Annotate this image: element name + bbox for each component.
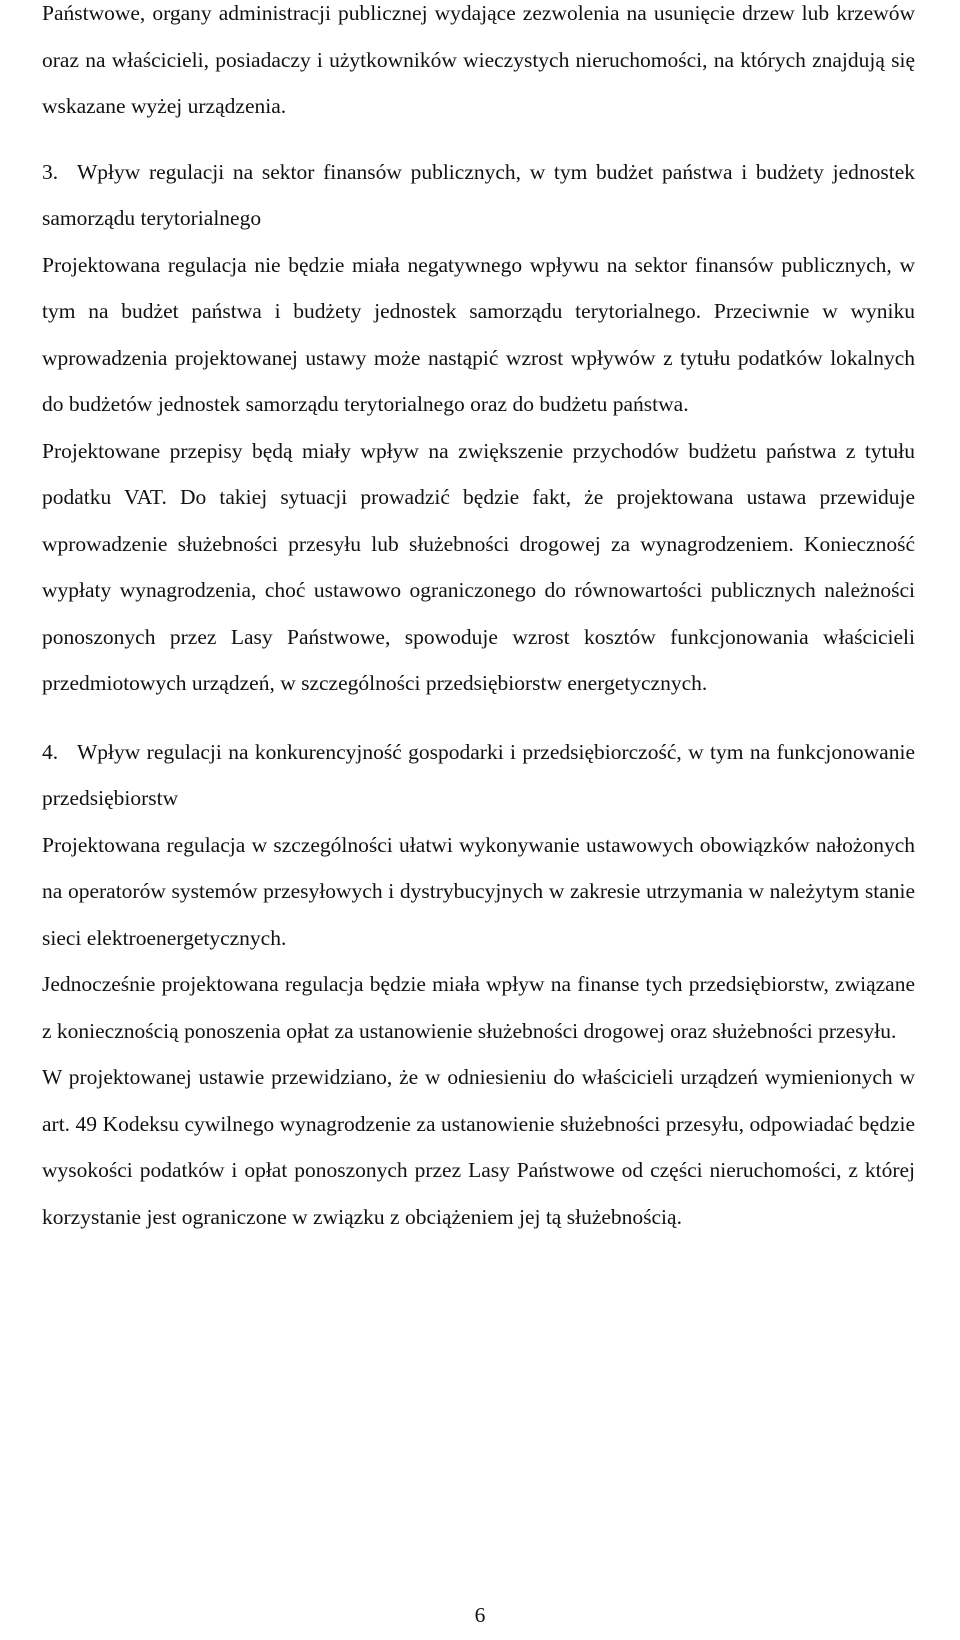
section-4-heading-text: Wpływ regulacji na konkurencyjność gospodarki i przedsiębiorczość, w tym na funkcjonowanie przedsiębiorstw bbox=[42, 739, 915, 810]
section-4-number: 4. bbox=[42, 739, 59, 764]
section-4-paragraph-3: W projektowanej ustawie przewidziano, że w odniesieniu do właścicieli urządzeń wymienionych w art. 49 Kodeksu cywilnego wynagrodzenie za ustanowienie służebności przesyłu, odpowiadać będzie wysokości podatków i opłat ponoszonych przez Lasy Państwowe od części nieruchomości, z której korzystanie jest ograniczone w związku z obciążeniem jej tą służebnością. bbox=[42, 1065, 915, 1229]
page-number: 6 bbox=[474, 1603, 486, 1627]
section-4-paragraph-1: Projektowana regulacja w szczególności ułatwi wykonywanie ustawowych obowiązków nałożonych na operatorów systemów przesyłowych i dystrybucyjnych w zakresie utrzymania w należytym stanie sieci elektroenergetycznych. bbox=[42, 832, 915, 950]
section-3-paragraph-2: Projektowane przepisy będą miały wpływ na zwiększenie przychodów budżetu państwa z tytułu podatku VAT. Do takiej sytuacji prowadzić będzie fakt, że projektowana ustawa przewiduje wprowadzenie służebności przesyłu lub służebności drogowej za wynagrodzeniem. Konieczność wypłaty wynagrodzenia, choć ustawowo ograniczonego do równowartości publicznych należności ponoszonych przez Lasy Państwowe, spowoduje wzrost kosztów funkcjonowania właścicieli przedmiotowych urządzeń, w szczególności przedsiębiorstw energetycznych. bbox=[42, 438, 915, 695]
section-3-heading-text: Wpływ regulacji na sektor finansów publicznych, w tym budżet państwa i budżety jednostek samorządu terytorialnego bbox=[42, 159, 915, 230]
section-3-paragraph-1: Projektowana regulacja nie będzie miała negatywnego wpływu na sektor finansów publicznych, w tym na budżet państwa i budżety jednostek samorządu terytorialnego. Przeciwnie w wyniku wprowadzenia projektowanej ustawy może nastąpić wzrost wpływów z tytułu podatków lokalnych do budżetów jednostek samorządu terytorialnego oraz do budżetu państwa. bbox=[42, 252, 915, 416]
section-3-heading bbox=[42, 149, 915, 242]
section-3-number: 3. bbox=[42, 159, 59, 184]
document-body bbox=[42, 0, 915, 1240]
section-4-heading bbox=[42, 729, 915, 822]
section-4-paragraph-2: Jednocześnie projektowana regulacja będzie miała wpływ na finanse tych przedsiębiorstw, związane z koniecznością ponoszenia opłat za ustanowienie służebności drogowej oraz służebności przesyłu. bbox=[42, 972, 915, 1043]
intro-paragraph: Państwowe, organy administracji publicznej wydające zezwolenia na usunięcie drzew lub krzewów oraz na właścicieli, posiadaczy i użytkowników wieczystych nieruchomości, na których znajdują się wskazane wyżej urządzenia. bbox=[42, 1, 915, 118]
